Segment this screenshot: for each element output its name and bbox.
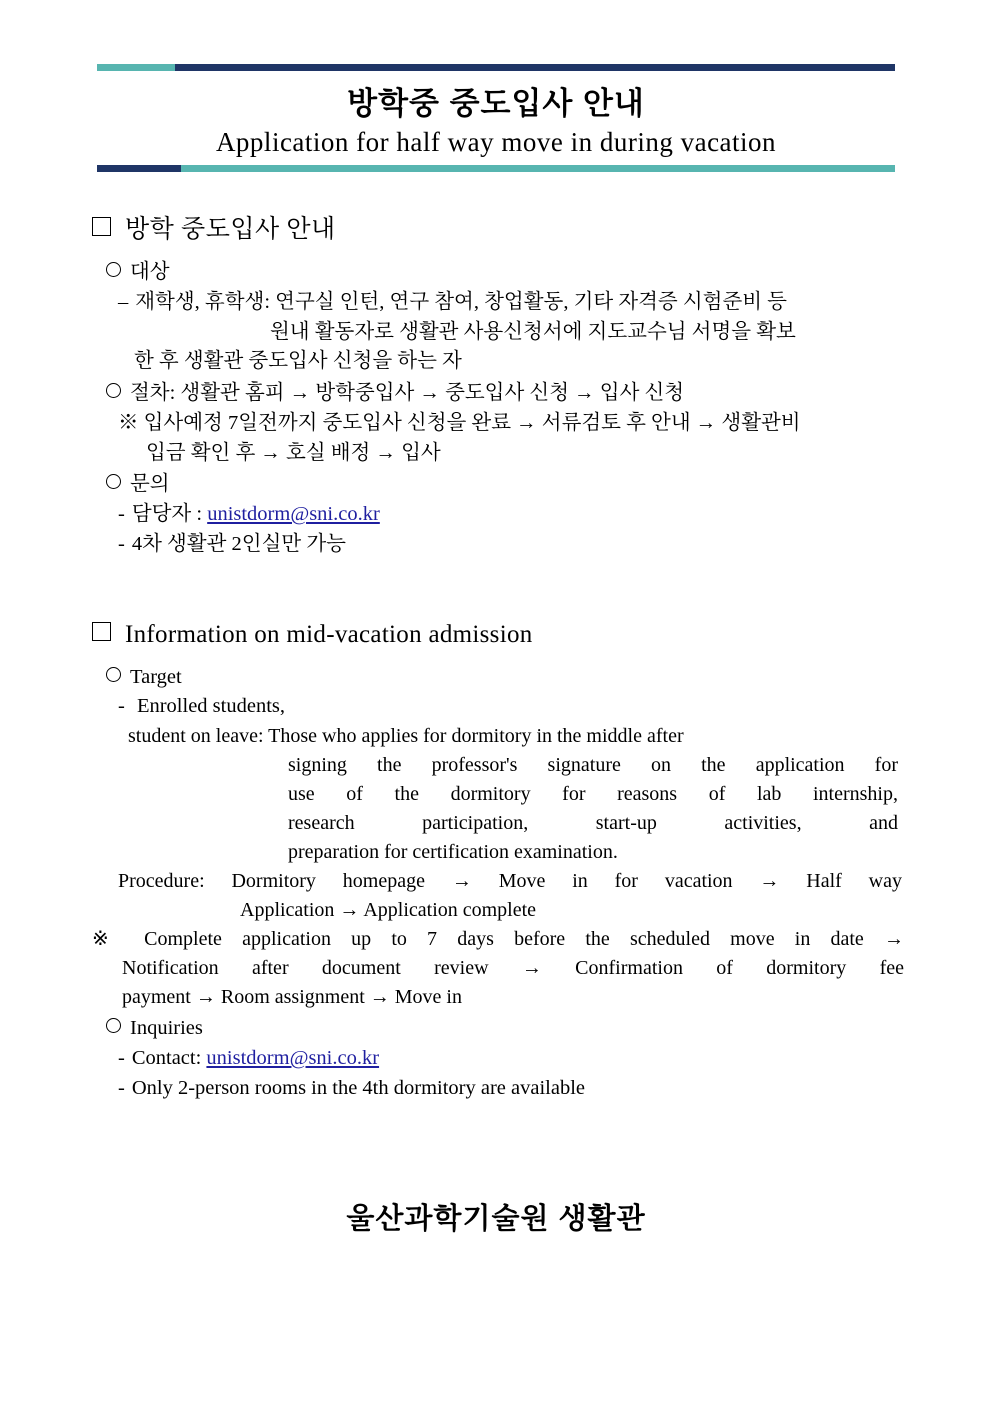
en-target-line-3: signing the professor's signature on the application for — [288, 754, 898, 777]
en-note-line-3: payment → Room assignment → Move in — [122, 986, 462, 1009]
en-room-note-row — [118, 1074, 904, 1104]
rule-segment-teal — [181, 165, 895, 172]
ko-inquiry-row — [106, 470, 904, 500]
section-spacer — [92, 559, 904, 617]
circle-bullet-icon — [106, 474, 121, 489]
ko-contact-label: 담당자 : — [131, 503, 208, 525]
dash-bullet-icon: – — [118, 290, 129, 313]
en-procedure-line-2: Application → Application complete — [240, 899, 537, 922]
ko-procedure-row — [106, 379, 904, 409]
square-bullet-icon — [92, 217, 111, 236]
en-room-note-text: Only 2-person rooms in the 4th dormitory are available — [131, 1076, 585, 1099]
ko-note-line-1: ※ 입사예정 7일전까지 중도입사 신청을 완료 → 서류검토 후 안내 → 생활관비 — [118, 411, 801, 434]
en-procedure-line-1-row — [118, 867, 902, 896]
ko-contact-email-link[interactable]: unistdorm@sni.co.kr — [207, 503, 380, 525]
en-target-line-6: preparation for certification examination. — [288, 841, 618, 864]
ko-note-block — [118, 409, 904, 468]
ko-procedure-text: 절차: 생활관 홈피 → 방학중입사 → 중도입사 신청 → 입사 신청 — [130, 382, 685, 405]
ko-target-line-3: 한 후 생활관 중도입사 신청을 하는 자 — [134, 350, 462, 373]
rule-segment-navy — [97, 165, 181, 172]
section-heading-korean-text: 방학 중도입사 안내 — [125, 216, 336, 243]
en-target-line-2-row — [128, 722, 898, 751]
ko-note-line-2: 입금 확인 후 → 호실 배정 → 입사 — [146, 441, 441, 464]
title-korean: 방학중 중도입사 안내 — [347, 86, 645, 121]
en-inquiries-label: Inquiries — [130, 1017, 203, 1040]
dash-bullet-icon: - — [118, 1076, 125, 1099]
section-english — [92, 617, 904, 1103]
circle-bullet-icon — [106, 383, 121, 398]
en-procedure-line-1-text: Procedure: Dormitory homepage → Move in for vacation → Half way — [118, 870, 902, 893]
en-target-label-row — [106, 663, 904, 693]
ko-room-note-text: 4차 생활관 2인실만 가능 — [131, 532, 346, 555]
ko-target-label: 대상 — [130, 261, 170, 284]
en-note-line-1: ※ Complete application up to 7 days before the scheduled move in date → — [92, 928, 904, 951]
ko-inquiry-label: 문의 — [130, 473, 170, 496]
document-body — [92, 212, 904, 1103]
header-rule-bottom — [97, 165, 895, 172]
ko-room-note-row — [118, 530, 904, 560]
ko-target-line-2: 원내 활동자로 생활관 사용신청서에 지도교수님 서명을 확보 — [270, 320, 796, 343]
en-note-block — [92, 925, 904, 1012]
en-contact-email-link[interactable]: unistdorm@sni.co.kr — [206, 1046, 380, 1069]
rule-segment-navy — [175, 64, 895, 71]
en-target-line-4: use of the dormitory for reasons of lab internship, — [288, 783, 898, 806]
circle-bullet-icon — [106, 262, 121, 277]
dash-bullet-icon: - — [118, 695, 125, 718]
en-inquiries-row — [106, 1014, 904, 1044]
ko-target-line-1 — [118, 288, 904, 318]
en-target-line-2-text: student on leave: Those who applies for dormitory in the middle after — [128, 725, 684, 748]
en-target-paragraph — [288, 751, 898, 867]
en-procedure-block — [118, 867, 902, 925]
dash-bullet-icon: - — [118, 503, 125, 525]
title-english: Application for half way move in during vacation — [215, 127, 777, 158]
ko-target-block — [118, 288, 904, 377]
section-heading-korean — [92, 212, 904, 248]
dash-bullet-icon: - — [118, 532, 125, 555]
rule-segment-teal — [97, 64, 175, 71]
circle-bullet-icon — [106, 1018, 121, 1033]
dash-bullet-icon: - — [118, 1046, 125, 1069]
en-target-line-1-row — [118, 692, 904, 722]
en-target-line-1-text: Enrolled students, — [136, 695, 285, 718]
en-contact-label: Contact: — [131, 1046, 207, 1069]
section-heading-english — [92, 617, 904, 653]
square-bullet-icon — [92, 622, 111, 641]
document-header — [97, 64, 895, 172]
section-heading-english-text: Information on mid-vacation admission — [125, 621, 533, 649]
en-contact-row — [118, 1044, 904, 1074]
ko-contact-row — [118, 500, 904, 530]
ko-target-line-1-text: 재학생, 휴학생: 연구실 인턴, 연구 참여, 창업활동, 기타 자격증 시험준비 등 — [135, 290, 787, 313]
circle-bullet-icon — [106, 667, 121, 682]
en-target-line-5: research participation, start-up activities, and — [288, 812, 898, 835]
footer-organization: 울산과학기술원 생활관 — [346, 1203, 646, 1235]
en-note-line-2: Notification after document review → Confirmation of dormitory fee — [122, 957, 904, 980]
en-target-label: Target — [130, 665, 182, 688]
header-rule-top — [97, 64, 895, 71]
ko-target-label-row — [106, 258, 904, 288]
